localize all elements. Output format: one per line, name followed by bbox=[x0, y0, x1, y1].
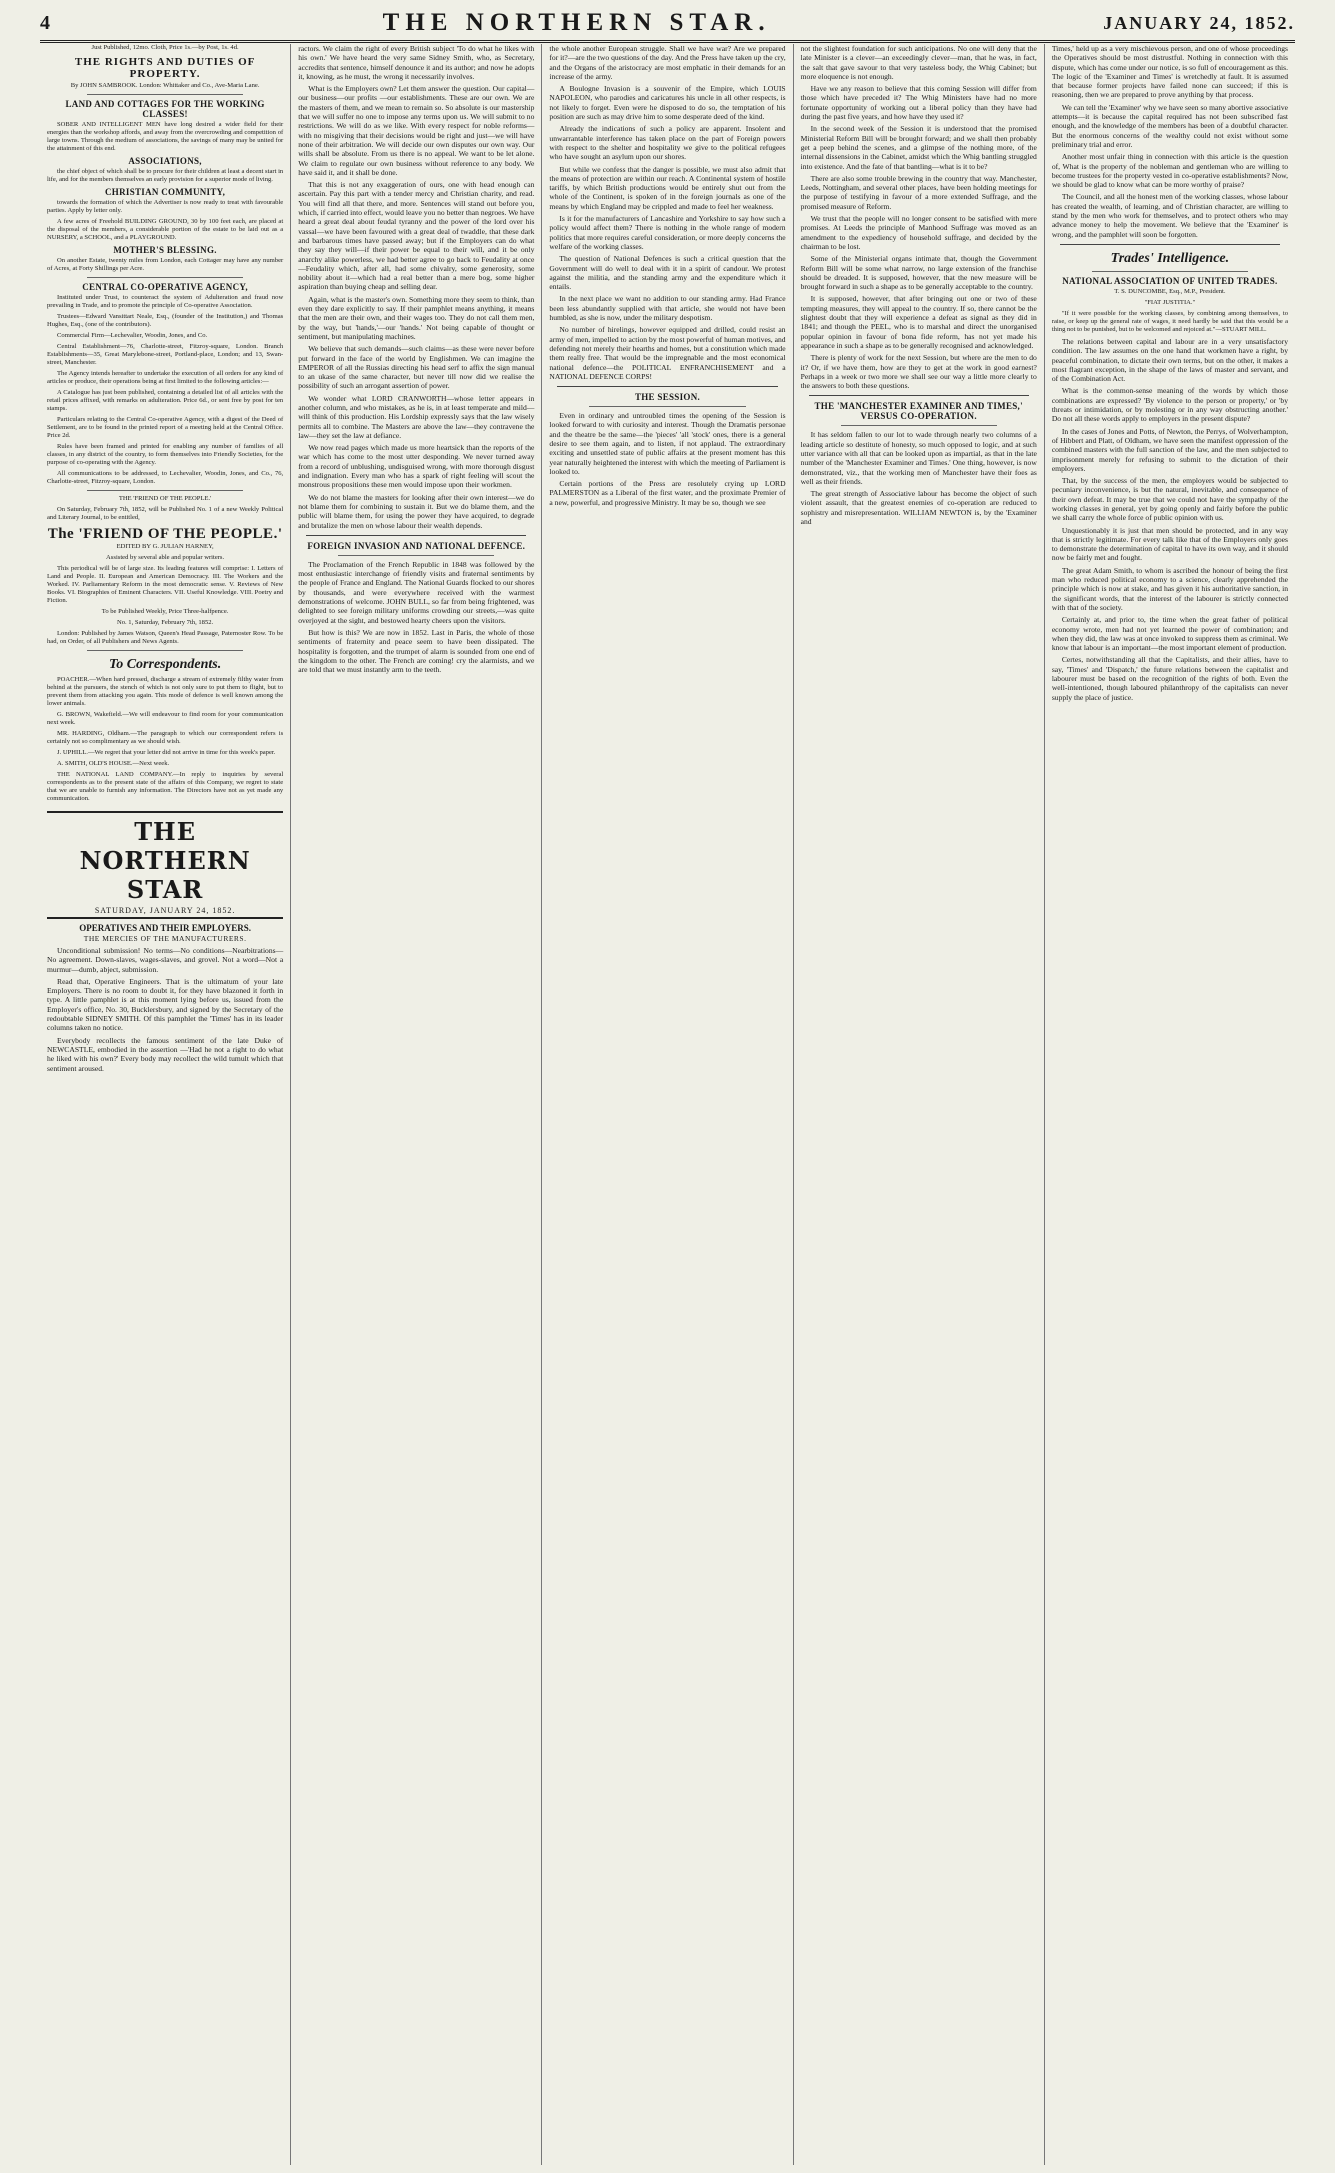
central-body-4: Central Establishment—76, Charlotte-street, Fitzroy-square, London. Branch Establishments—35, Great Marylebone-street, Portland-place, London; and 13, Swan-street, Manchester. bbox=[47, 343, 284, 366]
correspondent-note-1: POACHER.—When hard pressed, discharge a stream of extremely filthy water from behind at the pursuers, the stench of which is not only sure to put them to flight, but to prevent them from attacking you again. This mode of defence is well known among the lower animals. bbox=[47, 676, 284, 707]
christian-heading: CHRISTIAN COMMUNITY, bbox=[105, 187, 226, 197]
friend-publication: On Saturday, February 7th, 1852, will be Published No. 1 of a new Weekly Political and Literary Journal, to be entitled, bbox=[47, 506, 284, 521]
article-paragraph: Again, what is the master's own. Something more they seem to think, than even they dare explicitly to say. If their pamphlet means anything, it means that the men are their own, and their wages too. They do not call them men, by the way, but 'hands,'—our 'hands.' Not being capable of thought or sentiment, but manipulating machines. bbox=[298, 294, 535, 341]
paper-title: THE NORTHERN STAR. bbox=[382, 9, 771, 36]
article-paragraph: The Proclamation of the French Republic in 1848 was followed by the most enthusiastic interchange of friendly visits and fraternal sentiments by the people of France and England. The National Guards flocked to our shores by thousands, and were everywhere received with the warmest demonstrations of welcome. JOHN BULL, so far from being frightened, was delighted to see foreign military uniforms crowding our streets,—was quite overjoyed at the sight, and bestowed hearty cheers upon the visitors. bbox=[298, 559, 535, 625]
christian-body: towards the formation of which the Advertiser is now ready to treat with favourable parties. Apply by letter only. bbox=[47, 199, 284, 214]
article-paragraph: In the next place we want no addition to our standing army. Had France been less abundantly supplied with that article, she would not have been humbled, as she is now, under the military despotism. bbox=[549, 294, 786, 323]
article-paragraph: We do not blame the masters for looking after their own interest—we do not blame them for combining to sustain it. But we do blame them, and the public will blame them, for using the power they have acquired, to degrade and brutalize the men on whose labour their wealth depends. bbox=[298, 492, 535, 530]
correspondents-heading: To Correspondents. bbox=[108, 657, 222, 672]
article-paragraph: We wonder what LORD CRANWORTH—whose letter appears in another column, and who mistakes, as he is, in at least temperate and mild—will think of this production. His Lordship expressly says that the law wisely permits all to combine. The Masters are above the law—they contravene the law—they set the law at defiance. bbox=[298, 393, 535, 440]
article-paragraph: There are also some trouble brewing in the country that way. Manchester, Leeds, Nottingham, and several other places, have been holding meetings for the purpose of testifying in favour of a more extended Suffrage, and the promised measure of Reform. bbox=[800, 173, 1037, 211]
article-paragraph: There is plenty of work for the next Session, but where are the men to do it? Or, if we have them, how are they to get at the work in good earnest? Perhaps in a week or two more we shall see our way a little more clearly to the answers to both these questions. bbox=[800, 353, 1037, 391]
divider bbox=[87, 277, 243, 278]
divider bbox=[589, 406, 745, 407]
article-paragraph: But while we confess that the danger is possible, we must also admit that the means of protection are within our reach. A Continental system of hostile tariffs, by which British productions would be entirely shut out from the whole of the Continent, is spoken of in the foreign journals as one of the means by which England may be crippled and made to feel her weakness. bbox=[549, 164, 786, 211]
operatives-body-3: Everybody recollects the famous sentiment of the late Duke of NEWCASTLE, embodied in the assertion —'Had he not a right to do what he liked with his own?' Every body may recollect the wild tumult which that sentiment aroused. bbox=[47, 1035, 284, 1073]
article-paragraph: Even in ordinary and untroubled times the opening of the Session is looked forward to with curiosity and interest. Though the Dramatis personae and the theatre be the same—the 'pieces' 'all 'stock' ones, there is a general desire to see them again, and to listen, if not applaud. The extraordinary exciting and unsettled state of public affairs at the present moment has this year naturally heightened the interest with which the meeting of Parliament is looked to. bbox=[549, 411, 786, 476]
article-paragraph: That this is not any exaggeration of ours, one with head enough can ascertain. Pay this part with a tender mercy and Christian charity, and read. You will find all that there, and more. Sentences will stand out before you, which, if carried into effect, would leave you no better than negroes. We have heard a great deal about feudal tyranny and the power of the lord over his vassal—we have been favoured with a great deal of twaddle, that these dark and barbarous times have passed away; but if the Employers can do what they say they will—if their power be equal to their will, and it be only anarchy alike powerless, we had better agree to go back to Feudality at once—Feudality which, after all, had some chivalry, some generosity, some nobility about it—which had a real better than a mere bog, some higher aspiration than buying cheap and selling dear. bbox=[298, 180, 535, 292]
columns bbox=[40, 44, 1295, 2165]
friend-address: London: Published by James Watson, Queen's Head Passage, Paternoster Row. To be had, on Order, of all Publishers and News Agents. bbox=[47, 630, 284, 645]
land-heading: LAND AND COTTAGES FOR THE WORKING CLASSES! bbox=[65, 99, 265, 119]
correspondent-note-2: G. BROWN, Wakefield.—We will endeavour to find room for your communication next week. bbox=[47, 711, 284, 726]
divider bbox=[306, 535, 526, 536]
article-paragraph: Certain portions of the Press are resolutely crying up LORD PALMERSTON as a Liberal of the first water, and the proximate Premier of a new, powerful, and progressive Ministry. It may be so, though we see bbox=[549, 479, 786, 507]
friend-title: The 'FRIEND OF THE PEOPLE.' bbox=[47, 526, 283, 542]
article-paragraph: Certes, notwithstanding all that the Capitalists, and their allies, have to say, 'Times' and 'Dispatch,' the future relations between the capitalist and labourer must be based on the recognition of the rights of both. Even the well-intentioned, though laboured philanthropy of the capitalists can never supply the place of justice. bbox=[1051, 655, 1289, 702]
article-paragraph: In the cases of Jones and Potts, of Newton, the Perrys, of Wolverhampton, of Hibbert and Platt, of Oldham, we have seen the manifest oppression of the combined masters with the full sanction of the law, and the men subjected to imprisonment merely for refusing to submit to the dictation of their employers. bbox=[1051, 426, 1289, 473]
central-body-5: The Agency intends hereafter to undertake the execution of all orders for any kind of articles or produce, their operations being at first limited to the following articles:— bbox=[47, 370, 284, 385]
ad-rights-title: THE RIGHTS AND DUTIES OF PROPERTY. bbox=[74, 56, 256, 80]
session-heading: THE SESSION. bbox=[634, 392, 701, 403]
nameplate-title: THE NORTHERN STAR bbox=[79, 817, 251, 904]
trades-intelligence-heading: Trades' Intelligence. bbox=[1110, 250, 1230, 266]
associations-heading: ASSOCIATIONS, bbox=[128, 156, 202, 166]
central-body-6: A Catalogue has just been published, containing a detailed list of all articles with the retail prices affixed, with remarks on adulteration. Price 6d., or sent free by post for ten stamps. bbox=[47, 389, 284, 412]
nursery-body: A few acres of Freehold BUILDING GROUND, 30 by 100 feet each, are placed at the disposal of the members, a considerable portion of the estate to be laid out as a NURSERY, a SCHOOL, and a PLAYGROUND. bbox=[47, 218, 284, 241]
article-paragraph: The great Adam Smith, to whom is ascribed the honour of being the first man who reduced political economy to a science, clearly apprehended the principle which is now at stake, and has given it his authoritative sanction, in the significant words, that the interest of the labourer is strictly connected with that of the society. bbox=[1051, 565, 1289, 612]
article-paragraph: We can tell the 'Examiner' why we have seen so many abortive associative attempts—it is because the capital required has not been subscribed fast enough, and the knowledge of the members has been of a doubtful character. But the enormous concerns of the wealthy could not exist without some preliminary trial and error. bbox=[1051, 102, 1289, 149]
divider bbox=[557, 386, 777, 387]
masthead bbox=[40, 6, 1295, 43]
associations-body: the chief object of which shall be to procure for their children at least a decent start in life, and for the members themselves an early provision for a superior mode of living. bbox=[47, 168, 284, 183]
column-3 bbox=[542, 44, 793, 2165]
central-body-2: Trustees—Edward Vansittart Neale, Esq., (founder of the Institution,) and Thomas Hughes, Esq., (one of the contributors). bbox=[47, 313, 284, 328]
article-paragraph: We now read pages which made us more heartsick than the reports of the war which has come to the most utter desponding. We never turned away from a record of unblushing, undisguised wrong, with more thorough disgust and indignation. Every man who has a spark of right feeling will scout the monstrous propositions these men would impose upon their workmen. bbox=[298, 443, 535, 490]
article-paragraph: It is supposed, however, that after bringing out one or two of these tempting measures, they will appeal to the country. If so, there cannot be the slightest doubt that they will experience a defeat as signal as they did in 1841; and though the PEEL, who is to marshal and direct the unorganised popular opinion in favour of bona fide reform, has not yet made his appearance in such a shape as to be generally recognised and acknowledged. bbox=[800, 294, 1037, 350]
mothers-body: On another Estate, twenty miles from London, each Cottager may have any number of Acres, at Forty Shillings per Acre. bbox=[47, 257, 284, 272]
divider bbox=[338, 555, 494, 556]
article-paragraph: The Council, and all the honest men of the working classes, whose labour has created the wealth, of learning, and of Christian character, are willing to stand by the men who work for themselves, and to protect others who may advance money to help the movement. We believe that the 'Examiner' is wrong, and the pamphlet will soon be forgotten. bbox=[1051, 192, 1289, 239]
correspondent-note-6: THE NATIONAL LAND COMPANY.—In reply to inquiries by several correspondents as to the present state of the affairs of this Company, we regret to state that we are unable to furnish any information. The Directors have not as yet made any communication. bbox=[47, 771, 284, 802]
article-paragraph: The question of National Defences is such a critical question that the Government will do well to deal with it in a spirit of candour. We protest against the militia, and the standing army and the expenditure which it entails. bbox=[549, 254, 786, 292]
central-body-9: All communications to be addressed, to Lechevalier, Woodin, Jones, and Co., 76, Charlotte-street, Fitzroy-square, London. bbox=[47, 470, 284, 485]
association-president: T. S. DUNCOMBE, Esq., M.P., President. bbox=[1114, 287, 1226, 295]
friend-editor: EDITED BY G. JULIAN HARNEY, bbox=[116, 543, 214, 550]
page-number: 4 bbox=[40, 11, 50, 34]
national-association-heading: NATIONAL ASSOCIATION OF UNITED TRADES. bbox=[1062, 275, 1278, 286]
operatives-heading: OPERATIVES AND THEIR EMPLOYERS. bbox=[79, 923, 251, 933]
central-body-7: Particulars relating to the Central Co-operative Agency, with a digest of the Deed of Settlement, are to be found in the printed report of a meeting held at the Central Office. Price 2d. bbox=[47, 416, 284, 439]
divider bbox=[1060, 244, 1280, 245]
nameplate-date: SATURDAY, JANUARY 24, 1852. bbox=[94, 906, 236, 915]
article-paragraph: the whole another European struggle. Shall we have war? Are we prepared for it?—are the two questions of the day. And the Press have taken up the cry, and the Organs of the aristocracy are most emphatic in their demands for an increase of the army. bbox=[549, 44, 786, 81]
operatives-subheading: THE MERCIES OF THE MANUFACTURERS. bbox=[83, 934, 247, 943]
divider bbox=[809, 395, 1029, 396]
operatives-body-1: Unconditional submission! No terms—No conditions—Nearbitrations—No agreement. Down-slaves, wages-slaves, and grovel. Not a word—Not a murmur—dumb, abject, submission. bbox=[47, 946, 284, 974]
article-paragraph: Some of the Ministerial organs intimate that, though the Government Reform Bill will be some what narrow, no large extension of the franchise should be dreaded. It is supposed, however, that the new measure will be brought forward in such a shape as to be generally acceptable to the country. bbox=[800, 254, 1037, 292]
nameplate bbox=[47, 811, 283, 919]
article-paragraph: Is it for the manufacturers of Lancashire and Yorkshire to say how such a policy would affect them? There is nothing in the whole range of modern politics that more requires careful consideration, or more deeply concerns the welfare of the working classes. bbox=[549, 214, 786, 251]
article-paragraph: No number of hirelings, however equipped and drilled, could resist an army of men, impelled to action by the most powerful of human motives, and defending not merely their hearths and homes, but a constitution which made them really free. That would be the impregnable and the most economical national defence—the POLITICAL ENFRANCHISEMENT and a NATIONAL DEFENCE CORPS! bbox=[549, 325, 786, 381]
invasion-heading: FOREIGN INVASION AND NATIONAL DEFENCE. bbox=[307, 540, 526, 551]
article-paragraph: The great strength of Associative labour has become the object of such violent assault, that the greatest enemies of co-operation are reduced to sophistry and misrepresentation. WILLIAM NEWTON is, by the 'Examiner and bbox=[800, 489, 1037, 527]
divider bbox=[87, 650, 243, 651]
article-paragraph: What is the common-sense meaning of the words by which those combinations are expressed? 'By violence to the person or property,' or 'by threats or intimidation, or by molesting or in any way obstructing another.' Do not all these words apply to employers in the present dispute? bbox=[1051, 386, 1289, 424]
column-2 bbox=[291, 44, 542, 2165]
association-motto: "FIAT JUSTITIA." bbox=[1144, 298, 1196, 306]
article-paragraph: not the slightest foundation for such anticipations. No one will deny that the late Minister is a clever—an exceedingly clever—man, that he was, in fact, the salt that gave savour to that very tasteless body, the Whig Cabinet; but more eloquence is not enough. bbox=[800, 44, 1037, 81]
divider bbox=[1092, 271, 1248, 272]
manchester-examiner-heading: THE 'MANCHESTER EXAMINER AND TIMES,' VERSUS CO-OPERATION. bbox=[814, 401, 1023, 422]
ad-rights-author: By JOHN SAMBROOK. London: Whittaker and Co., Ave-Maria Lane. bbox=[70, 82, 260, 89]
divider bbox=[841, 425, 997, 426]
ad-rights-notice: Just Published, 12mo. Cloth, Price 1s.—by Post, 1s. 4d. bbox=[91, 44, 239, 51]
article-paragraph: In the second week of the Session it is understood that the promised Ministerial Reform Bill will be brought forward; and we shall then probably get a peep behind the scenes, and a glimpse of the nothing more, of the internal dissensions in the Cabinet, amidst which the Whig bantling struggled into existence. And the fate of that bantling—what is it to be? bbox=[800, 124, 1037, 171]
column-5 bbox=[1045, 44, 1295, 2165]
mothers-heading: MOTHER'S BLESSING. bbox=[113, 245, 217, 255]
divider bbox=[87, 490, 243, 491]
friend-features: This periodical will be of large size. Its leading features will comprise: I. Letters of Land and People. II. European and American Democracy. III. The Workers and the Worked. IV. Parliamentary Reform in the most democratic sense. V. Reviews of New Books. VI. Biographies of Eminent Characters. VII. Useful Knowledge. VIII. Poetry and Fiction. bbox=[47, 565, 284, 604]
friend-assistants: Assisted by several able and popular writers. bbox=[106, 554, 225, 561]
article-paragraph: We trust that the people will no longer consent to be satisfied with mere promises. At Leeds the principle of Manhood Suffrage was moved as an amendment to the expediency of household suffrage, and decided by the chairman to be lost. bbox=[800, 214, 1037, 251]
article-paragraph: Times,' held up as a very mischievous person, and one of whose proceedings the Operatives should be most distrustful. Nothing in connection with this dispute, which has come under our notice, is so full of encouragement as this. The logic of the 'Examiner and Times' is wretchedly at fault. It is assumed that because former projects have failed none can succeed; if this is reasoning, then we are prepared to prove anything by that process. bbox=[1051, 44, 1289, 100]
article-paragraph: ractors. We claim the right of every British subject 'To do what he likes with his own.' We have heard the very same Sidney Smith, who, as Secretary, accredits that sentence, himself denounce it and its author; and now he adopts it, knowing, as he must, the wrong it necessarily involves. bbox=[298, 44, 535, 81]
friend-notice: THE 'FRIEND OF THE PEOPLE.' bbox=[118, 495, 212, 502]
correspondent-note-4: J. UPHILL.—We regret that your letter did not arrive in time for this week's paper. bbox=[57, 749, 276, 756]
article-paragraph: We believe that such demands—such claims—as these were never before put forward in the face of the world by Englishmen. We can imagine the EMPEROR of all the Russias directing his head serf to affix the sign manual to an ukase of the same character, but never till now did we realise the possibility of such an arrogant assertion of power. bbox=[298, 344, 535, 391]
article-paragraph: Unquestionably it is just that men should be protected, and in any way that is strictly legitimate. For every talk like that of the Employers only goes to demonstrate the determination of capital to have its own way, and it should now be fairly met and fought. bbox=[1051, 525, 1289, 563]
central-body-3: Commercial Firm—Lechevalier, Woodin, Jones, and Co. bbox=[57, 332, 208, 339]
correspondent-note-3: MR. HARDING, Oldham.—The paragraph to which our correspondent refers is certainly not so complimentary as we should wish. bbox=[47, 730, 284, 745]
article-paragraph: Another most unfair thing in connection with this article is the question of, What is the property of the nobleman and gentleman who are willing to become trustees for the property vested in co-operative establishments? Now, we should be glad to know what can be more worthy of praise? bbox=[1051, 152, 1289, 190]
column-1 bbox=[40, 44, 291, 2165]
association-quote: "If it were possible for the working classes, by combining among themselves, to raise, or keep up the general rate of wages, it need hardly be said that this would be a thing not to be punished, but to be welcomed and rejoiced at."—STUART MILL. bbox=[1051, 309, 1289, 333]
article-paragraph: But how is this? We are now in 1852. Last in Paris, the whole of those sentiments of fraternity and peace seem to have been dissipated. The hospitality is forgotten, and the trumpet of alarm is sounded from one end of the kingdom to the other. The French are coming! cry the alarmists, and we are told that we must instantly arm to the teeth. bbox=[298, 627, 535, 675]
operatives-body-2: Read that, Operative Engineers. That is the ultimatum of your late Employers. There is no room to doubt it, for they have blazoned it forth in type. A little pamphlet is at this moment lying before us, issued from the Employer's office, No. 30, Bucklersbury, and signed by the Secretary of the redoubtable SIDNEY SMITH. Of this pamphlet the 'Times' has in its leader columns taken no notice. bbox=[47, 976, 284, 1033]
issue-date: JANUARY 24, 1852. bbox=[1103, 12, 1295, 33]
article-paragraph: That, by the success of the men, the employers would be subjected to pecuniary inconvenience, is but the natural, inevitable, and consequence of their own defeat. It may be true that we could not have the sympathy of the working classes in general, yet by going openly and fairly before the public we shall carry the whole force of public opinion with us. bbox=[1051, 476, 1289, 523]
article-paragraph: What is the Employers own? Let them answer the question. Our capital—our business—our profits —our establishments. These are our own. We are the masters of them, and we mean to remain so. So absolute is our mastership that we will suffer no one to impose any terms upon us. We will submit to no restrictions. We will do as we like. With every respect for noble reforms—with no misgiving that their decisions would be right and just—we will have none of their arbitration. We will decide our own disputes our own way. Our wills shall be absolute. From us there is no appeal. We want to be let alone. We claim to regulate our own business without reference to any body. We have said it, and it shall be done. bbox=[298, 84, 535, 177]
article-paragraph: Have we any reason to believe that this coming Session will differ from those which have preceded it? The Whig Ministers have had no more fortunate opportunity of working out a liberal policy than they have had during the past five years, and how have they used it? bbox=[800, 84, 1037, 122]
friend-issue: No. 1, Saturday, February 7th, 1852. bbox=[116, 619, 214, 626]
article-paragraph: A Boulogne Invasion is a souvenir of the Empire, which LOUIS NAPOLEON, who parodies and caricatures his uncle in all other respects, is not likely to forget. Even were he disposed to do so, the temptation of his position are such as may drive him to some desperate deed of the kind. bbox=[549, 84, 786, 122]
divider bbox=[87, 94, 243, 95]
friend-price: To be Published Weekly, Price Three-halfpence. bbox=[101, 608, 229, 615]
central-heading: CENTRAL CO-OPERATIVE AGENCY, bbox=[82, 282, 248, 292]
central-body-1: Instituted under Trust, to counteract the system of Adulteration and fraud now prevailing in Trade, and to promote the principle of Co-operative Association. bbox=[47, 294, 284, 309]
correspondent-note-5: A. SMITH, OLD'S HOUSE.—Next week. bbox=[57, 760, 170, 767]
land-body: SOBER AND INTELLIGENT MEN have long desired a wider field for their energies than the workshop affords, and away from the overcrowding and competition of large towns. Through the medium of associations, the savings of many may be united for the attainment of this end. bbox=[47, 121, 284, 152]
article-paragraph: It has seldom fallen to our lot to wade through nearly two columns of a leading article so destitute of honesty, so much opposed to logic, and at such utter variance with all that can be looked upon as impartial, as that in the late number of the 'Manchester Examiner and Times.' One thing, however, is now demonstrated, viz., that the working men of Manchester have their foes as well as their friends. bbox=[800, 430, 1037, 486]
article-paragraph: Already the indications of such a policy are apparent. Insolent and unwarrantable interference has taken place on the part of Foreign powers with respect to the shelter and hospitality we give to the political refugees who have sought an asylum upon our shores. bbox=[549, 124, 786, 162]
article-paragraph: The relations between capital and labour are in a very unsatisfactory condition. The law assumes on the one hand that workmen have a right, by peaceful combination, to dictate their own terms, but on the other, it makes a most flagrant exception, in the shape of the laws of master and servant, and of the Combination Act. bbox=[1051, 336, 1289, 384]
article-paragraph: Certainly at, and prior to, the time when the great father of political economy wrote, men had not yet learned the power of combination; and when they did, the law was at once invoked to suppress them as criminal. We know that labour is an important—the most important element of production. bbox=[1051, 615, 1289, 653]
column-4 bbox=[794, 44, 1045, 2165]
central-body-8: Rules have been framed and printed for enabling any number of families of all classes, in any district of the country, to form themselves into Friendly Societies, for the purpose of co-operating with the Agency. bbox=[47, 443, 284, 466]
